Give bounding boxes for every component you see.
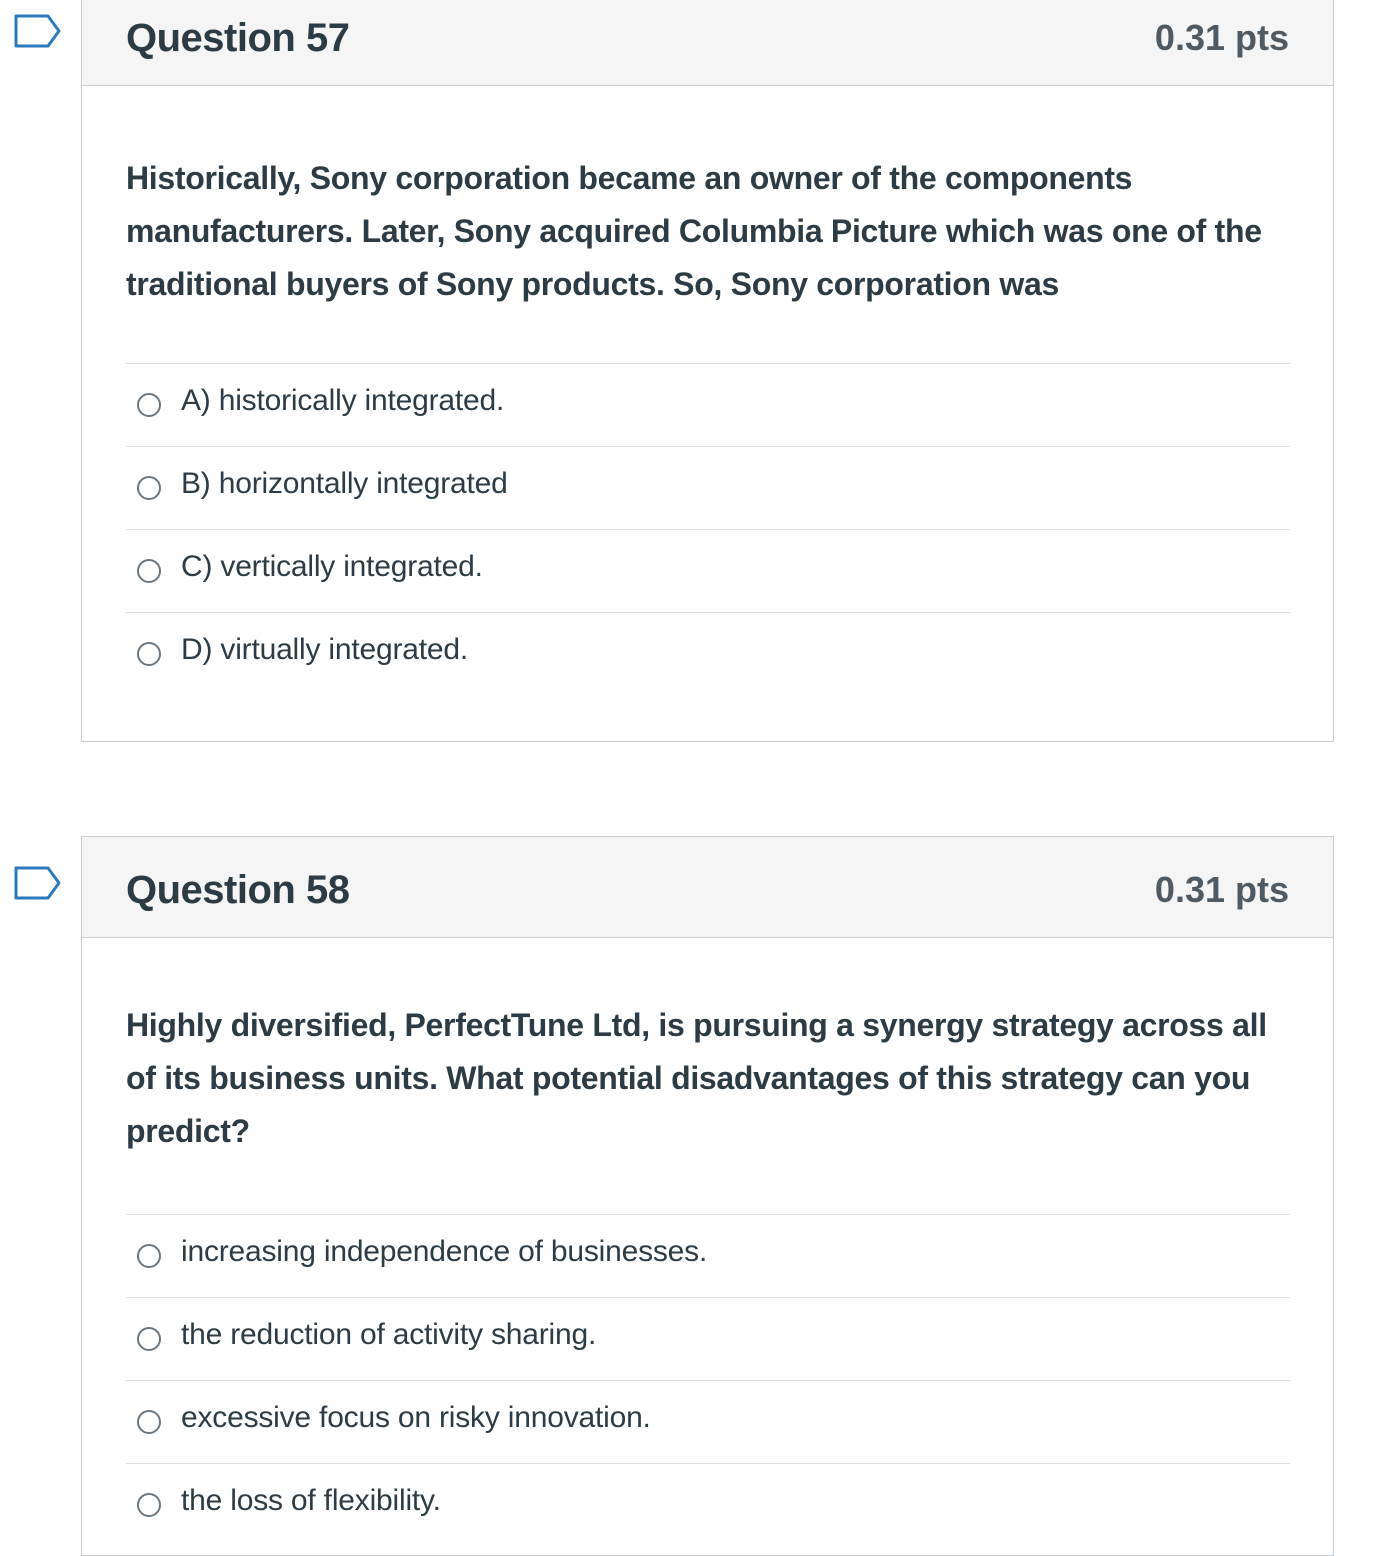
question-title: Question 58 (126, 868, 350, 912)
answer-option[interactable] (126, 612, 1290, 695)
question-58 (81, 836, 1334, 1556)
answer-option[interactable] (126, 1214, 1290, 1297)
answer-label: A) historically integrated. (181, 384, 505, 417)
answer-label: increasing independence of businesses. (181, 1235, 708, 1268)
radio-unchecked-icon[interactable] (137, 476, 161, 500)
answer-option[interactable] (126, 363, 1290, 446)
answer-label: the reduction of activity sharing. (181, 1318, 597, 1351)
answer-label: B) horizontally integrated (181, 467, 508, 500)
question-header (82, 0, 1333, 86)
answer-label: the loss of flexibility. (181, 1484, 441, 1517)
question-57 (81, 0, 1334, 742)
answer-label: C) vertically integrated. (181, 550, 483, 583)
radio-unchecked-icon[interactable] (137, 642, 161, 666)
question-header (82, 837, 1333, 938)
question-text: Historically, Sony corporation became an owner of the components manufacturers. Later, Sony acquired Columbia Picture which was one of the traditional buyers of Sony products. So, Sony corporation was (126, 160, 1262, 302)
question-points: 0.31 pts (1154, 17, 1289, 58)
flag-question-icon[interactable] (14, 14, 62, 48)
radio-unchecked-icon[interactable] (137, 559, 161, 583)
answer-list (126, 363, 1290, 695)
radio-unchecked-icon[interactable] (137, 1493, 161, 1517)
answer-option[interactable] (126, 1297, 1290, 1380)
flag-question-icon[interactable] (14, 866, 62, 900)
question-text: Highly diversified, PerfectTune Ltd, is pursuing a synergy strategy across all of its business units. What potential disadvantages of this strategy can you predict? (126, 1007, 1267, 1149)
answer-option[interactable] (126, 1463, 1290, 1546)
radio-unchecked-icon[interactable] (137, 1327, 161, 1351)
question-points: 0.31 pts (1154, 869, 1289, 910)
answer-option[interactable] (126, 529, 1290, 612)
answer-label: excessive focus on risky innovation. (181, 1401, 651, 1434)
answer-list (126, 1214, 1290, 1546)
answer-label: D) virtually integrated. (181, 633, 468, 666)
question-title: Question 57 (126, 16, 350, 60)
radio-unchecked-icon[interactable] (137, 1244, 161, 1268)
radio-unchecked-icon[interactable] (137, 1410, 161, 1434)
answer-option[interactable] (126, 1380, 1290, 1463)
radio-unchecked-icon[interactable] (137, 393, 161, 417)
answer-option[interactable] (126, 446, 1290, 529)
